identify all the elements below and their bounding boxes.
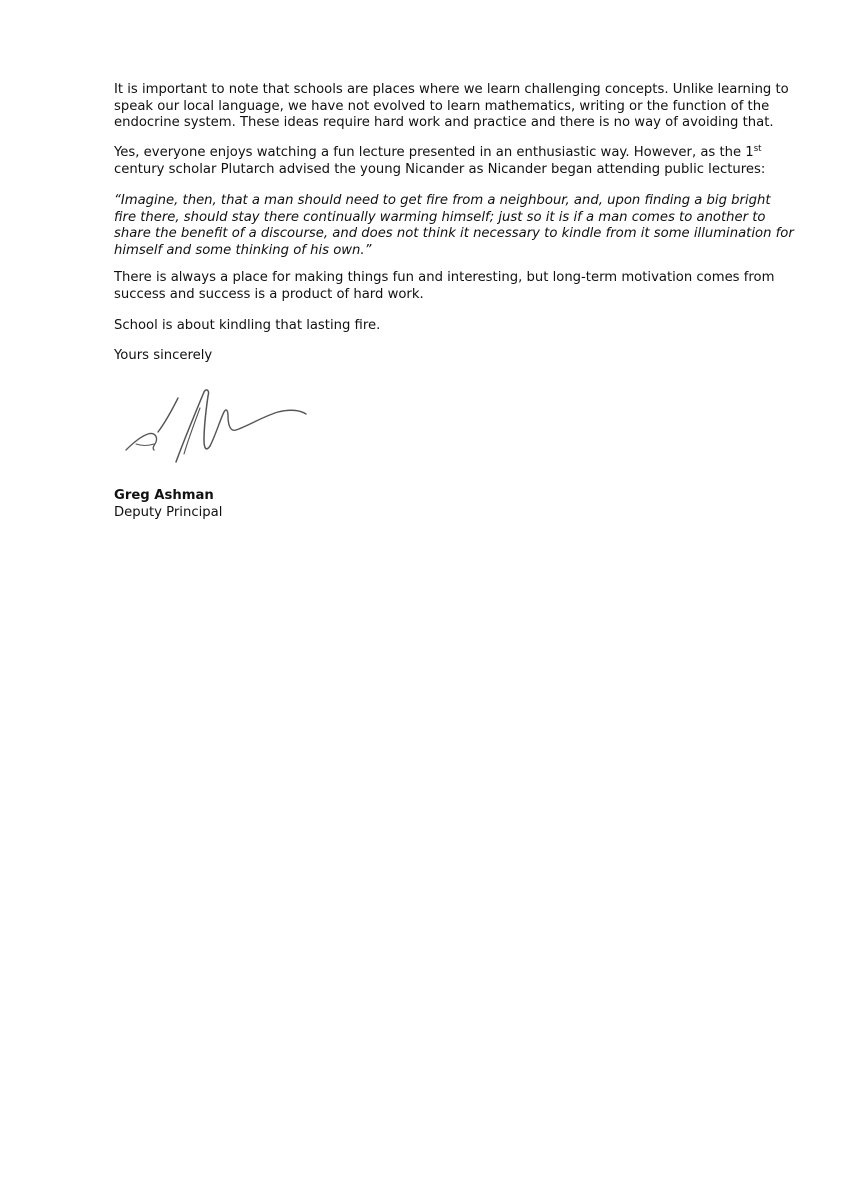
signer-name: Greg Ashman	[114, 488, 214, 503]
paragraph-challenging-concepts: It is important to note that schools are places where we learn challenging concepts. Unlike learning to speak our local language, we have not evolved to learn mathematics, writing or the function of the endocrine system. These ideas require hard work and practice and there is no way of avoiding that.	[114, 82, 789, 130]
plutarch-quote: “Imagine, then, that a man should need to get fire from a neighbour, and, upon finding a big bright fire there, should stay there continually warming himself; just so it is if a man comes to another to share the benefit of a discourse, and does not think it necessary to kindle from it some illumination for himself and some thinking of his own.”	[114, 193, 794, 258]
paragraph-motivation: There is always a place for making things fun and interesting, but long-term motivation comes from success and success is a product of hard work.	[114, 270, 775, 302]
paragraph-plutarch-intro-end: century scholar Plutarch advised the young Nicander as Nicander began attending public lectures:	[114, 161, 766, 177]
paragraph-kindling-fire: School is about kindling that lasting fire.	[114, 318, 381, 333]
paragraph-plutarch-intro-start: Yes, everyone enjoys watching a fun lecture presented in an enthusiastic way. However, as the 1	[114, 145, 754, 160]
signer-title: Deputy Principal	[114, 505, 223, 520]
paragraph-plutarch-intro	[114, 145, 794, 178]
signature-image	[114, 380, 314, 472]
closing-salutation: Yours sincerely	[114, 348, 213, 363]
ordinal-superscript: st	[753, 144, 762, 154]
